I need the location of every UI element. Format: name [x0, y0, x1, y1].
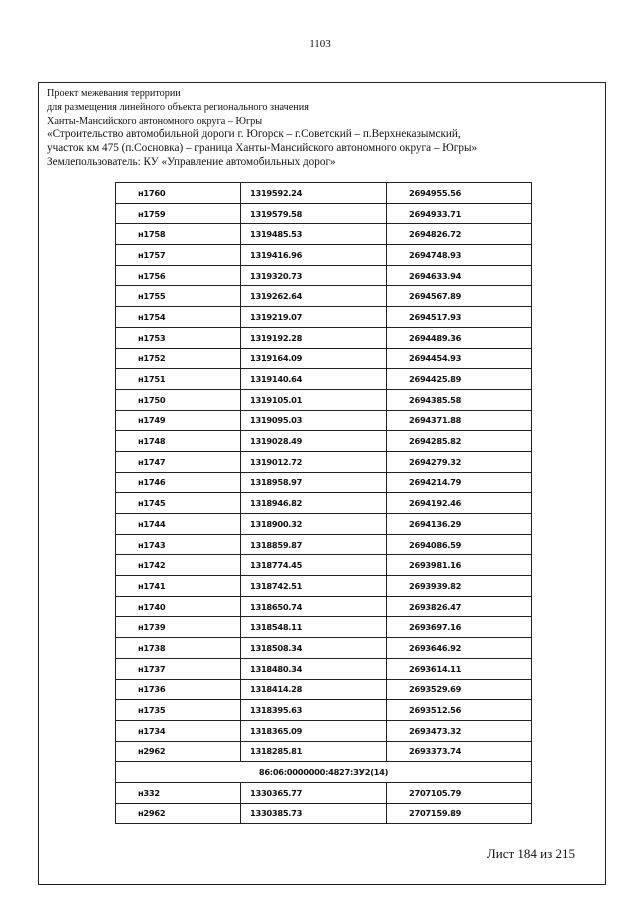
- x-coordinate-cell: 1319164.09: [241, 348, 387, 369]
- x-coordinate-cell: 1319416.96: [241, 245, 387, 266]
- point-id-cell: н1750: [116, 389, 241, 410]
- header-line-4: «Строительство автомобильной дороги г. Югорск – г.Советский – п.Верхнеказымский,: [47, 128, 461, 141]
- header-line-1: Проект межевания территории: [47, 88, 181, 99]
- y-coordinate-cell: 2694214.79: [387, 472, 532, 493]
- x-coordinate-cell: 1318742.51: [241, 576, 387, 597]
- x-coordinate-cell: 1319219.07: [241, 307, 387, 328]
- x-coordinate-cell: 1318774.45: [241, 555, 387, 576]
- section-label: 86:06:0000000:4827:ЗУ2(14): [116, 762, 532, 783]
- point-id-cell: н1744: [116, 514, 241, 535]
- coordinates-table-body: [116, 183, 532, 824]
- point-id-cell: н1745: [116, 493, 241, 514]
- point-id-cell: н2962: [116, 803, 241, 824]
- x-coordinate-cell: 1318285.81: [241, 741, 387, 762]
- x-coordinate-cell: 1319579.58: [241, 203, 387, 224]
- table-row: [116, 720, 532, 741]
- document-header: [47, 87, 599, 170]
- point-id-cell: н1741: [116, 576, 241, 597]
- point-id-cell: н1758: [116, 224, 241, 245]
- x-coordinate-cell: 1318365.09: [241, 720, 387, 741]
- point-id-cell: н1751: [116, 369, 241, 390]
- point-id-cell: н1748: [116, 431, 241, 452]
- y-coordinate-cell: 2693512.56: [387, 700, 532, 721]
- y-coordinate-cell: 2694567.89: [387, 286, 532, 307]
- table-row: [116, 327, 532, 348]
- x-coordinate-cell: 1318958.97: [241, 472, 387, 493]
- point-id-cell: н1740: [116, 596, 241, 617]
- x-coordinate-cell: 1319485.53: [241, 224, 387, 245]
- table-row: [116, 245, 532, 266]
- document-frame: [38, 82, 606, 885]
- table-row: [116, 286, 532, 307]
- x-coordinate-cell: 1319592.24: [241, 183, 387, 204]
- point-id-cell: н1743: [116, 534, 241, 555]
- point-id-cell: н1757: [116, 245, 241, 266]
- x-coordinate-cell: 1318480.34: [241, 658, 387, 679]
- table-row: [116, 617, 532, 638]
- x-coordinate-cell: 1318946.82: [241, 493, 387, 514]
- point-id-cell: н1746: [116, 472, 241, 493]
- point-id-cell: н1759: [116, 203, 241, 224]
- table-row: [116, 638, 532, 659]
- y-coordinate-cell: 2693614.11: [387, 658, 532, 679]
- y-coordinate-cell: 2693529.69: [387, 679, 532, 700]
- point-id-cell: н1734: [116, 720, 241, 741]
- y-coordinate-cell: 2693646.92: [387, 638, 532, 659]
- table-row: [116, 307, 532, 328]
- section-row: [116, 762, 532, 783]
- y-coordinate-cell: 2693473.32: [387, 720, 532, 741]
- x-coordinate-cell: 1319012.72: [241, 451, 387, 472]
- table-row: [116, 265, 532, 286]
- y-coordinate-cell: 2694086.59: [387, 534, 532, 555]
- point-id-cell: н332: [116, 782, 241, 803]
- point-id-cell: н2962: [116, 741, 241, 762]
- point-id-cell: н1760: [116, 183, 241, 204]
- table-row: [116, 514, 532, 535]
- y-coordinate-cell: 2694425.89: [387, 369, 532, 390]
- y-coordinate-cell: 2693981.16: [387, 555, 532, 576]
- table-row: [116, 410, 532, 431]
- point-id-cell: н1752: [116, 348, 241, 369]
- table-row: [116, 741, 532, 762]
- y-coordinate-cell: 2694371.88: [387, 410, 532, 431]
- table-row: [116, 493, 532, 514]
- y-coordinate-cell: 2694748.93: [387, 245, 532, 266]
- point-id-cell: н1735: [116, 700, 241, 721]
- x-coordinate-cell: 1318650.74: [241, 596, 387, 617]
- y-coordinate-cell: 2694955.56: [387, 183, 532, 204]
- table-row: [116, 555, 532, 576]
- point-id-cell: н1749: [116, 410, 241, 431]
- table-row: [116, 348, 532, 369]
- coordinates-table: [115, 182, 532, 824]
- table-row: [116, 782, 532, 803]
- point-id-cell: н1737: [116, 658, 241, 679]
- point-id-cell: н1753: [116, 327, 241, 348]
- table-row: [116, 431, 532, 452]
- header-line-3: Ханты-Мансийского автономного округа – Югры: [47, 115, 263, 127]
- table-row: [116, 472, 532, 493]
- x-coordinate-cell: 1330365.77: [241, 782, 387, 803]
- x-coordinate-cell: 1318395.63: [241, 700, 387, 721]
- page-number: 1103: [309, 38, 331, 50]
- table-row: [116, 203, 532, 224]
- point-id-cell: н1739: [116, 617, 241, 638]
- y-coordinate-cell: 2707105.79: [387, 782, 532, 803]
- y-coordinate-cell: 2694826.72: [387, 224, 532, 245]
- y-coordinate-cell: 2694517.93: [387, 307, 532, 328]
- point-id-cell: н1738: [116, 638, 241, 659]
- y-coordinate-cell: 2707159.89: [387, 803, 532, 824]
- y-coordinate-cell: 2694136.29: [387, 514, 532, 535]
- x-coordinate-cell: 1318900.32: [241, 514, 387, 535]
- x-coordinate-cell: 1318859.87: [241, 534, 387, 555]
- x-coordinate-cell: 1319320.73: [241, 265, 387, 286]
- table-row: [116, 389, 532, 410]
- x-coordinate-cell: 1318548.11: [241, 617, 387, 638]
- point-id-cell: н1755: [116, 286, 241, 307]
- point-id-cell: н1736: [116, 679, 241, 700]
- y-coordinate-cell: 2694454.93: [387, 348, 532, 369]
- table-row: [116, 451, 532, 472]
- table-row: [116, 224, 532, 245]
- x-coordinate-cell: 1330385.73: [241, 803, 387, 824]
- x-coordinate-cell: 1318414.28: [241, 679, 387, 700]
- point-id-cell: н1754: [116, 307, 241, 328]
- x-coordinate-cell: 1319140.64: [241, 369, 387, 390]
- x-coordinate-cell: 1318508.34: [241, 638, 387, 659]
- y-coordinate-cell: 2694633.94: [387, 265, 532, 286]
- x-coordinate-cell: 1319192.28: [241, 327, 387, 348]
- sheet-number: Лист 184 из 215: [486, 846, 575, 861]
- y-coordinate-cell: 2693373.74: [387, 741, 532, 762]
- table-row: [116, 700, 532, 721]
- table-row: [116, 596, 532, 617]
- y-coordinate-cell: 2694285.82: [387, 431, 532, 452]
- x-coordinate-cell: 1319028.49: [241, 431, 387, 452]
- y-coordinate-cell: 2694385.58: [387, 389, 532, 410]
- header-line-6: Землепользователь: КУ «Управление автомобильных дорог»: [47, 155, 336, 168]
- header-line-5: участок км 475 (п.Сосновка) – граница Ханты-Мансийского автономного округа – Югры»: [47, 142, 478, 155]
- y-coordinate-cell: 2693697.16: [387, 617, 532, 638]
- table-row: [116, 679, 532, 700]
- y-coordinate-cell: 2693826.47: [387, 596, 532, 617]
- table-row: [116, 183, 532, 204]
- table-row: [116, 803, 532, 824]
- point-id-cell: н1747: [116, 451, 241, 472]
- y-coordinate-cell: 2694933.71: [387, 203, 532, 224]
- point-id-cell: н1756: [116, 265, 241, 286]
- table-row: [116, 534, 532, 555]
- x-coordinate-cell: 1319095.03: [241, 410, 387, 431]
- table-row: [116, 576, 532, 597]
- table-row: [116, 369, 532, 390]
- point-id-cell: н1742: [116, 555, 241, 576]
- y-coordinate-cell: 2694489.36: [387, 327, 532, 348]
- y-coordinate-cell: 2694192.46: [387, 493, 532, 514]
- x-coordinate-cell: 1319105.01: [241, 389, 387, 410]
- y-coordinate-cell: 2693939.82: [387, 576, 532, 597]
- table-row: [116, 658, 532, 679]
- x-coordinate-cell: 1319262.64: [241, 286, 387, 307]
- header-line-2: для размещения линейного объекта регионального значения: [47, 101, 309, 113]
- y-coordinate-cell: 2694279.32: [387, 451, 532, 472]
